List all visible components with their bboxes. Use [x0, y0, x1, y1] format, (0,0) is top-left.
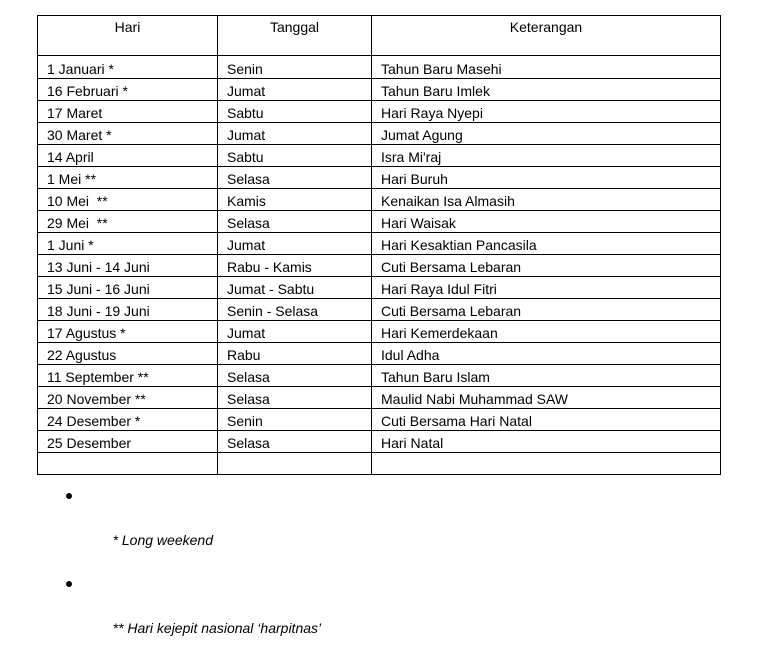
cell-tanggal: Senin: [218, 409, 372, 431]
table-row: [38, 453, 721, 475]
cell-keterangan: Hari Waisak: [372, 211, 721, 233]
table-header: [38, 16, 721, 56]
cell-hari: 13 Juni - 14 Juni: [38, 255, 218, 277]
cell-keterangan: Kenaikan Isa Almasih: [372, 189, 721, 211]
cell-tanggal: Selasa: [218, 365, 372, 387]
cell-tanggal: Sabtu: [218, 145, 372, 167]
table-row: [38, 123, 721, 145]
footnote-long-weekend: [66, 485, 321, 573]
table-row: [38, 79, 721, 101]
holiday-table: [37, 15, 721, 475]
cell-keterangan: Hari Natal: [372, 431, 721, 453]
cell-tanggal: Jumat: [218, 79, 372, 101]
cell-keterangan: Hari Buruh: [372, 167, 721, 189]
cell-keterangan: Tahun Baru Imlek: [372, 79, 721, 101]
cell-tanggal: Rabu: [218, 343, 372, 365]
table-row: [38, 431, 721, 453]
cell-hari: 18 Juni - 19 Juni: [38, 299, 218, 321]
header-row: [38, 16, 721, 56]
bullet-icon: [66, 493, 72, 499]
header-keterangan: Keterangan: [372, 16, 721, 56]
table-row: [38, 101, 721, 123]
cell-hari: 1 Mei **: [38, 167, 218, 189]
cell-hari: 24 Desember *: [38, 409, 218, 431]
cell-hari: 16 Februari *: [38, 79, 218, 101]
cell-tanggal: Jumat: [218, 123, 372, 145]
cell-hari: 20 November **: [38, 387, 218, 409]
cell-tanggal: Selasa: [218, 211, 372, 233]
cell-keterangan: Jumat Agung: [372, 123, 721, 145]
cell-keterangan: Cuti Bersama Lebaran: [372, 299, 721, 321]
table-body: [38, 56, 721, 475]
cell-tanggal: Selasa: [218, 167, 372, 189]
cell-hari: 10 Mei **: [38, 189, 218, 211]
cell-keterangan: [372, 453, 721, 475]
table-row: [38, 277, 721, 299]
cell-tanggal: Selasa: [218, 431, 372, 453]
cell-keterangan: Isra Mi'raj: [372, 145, 721, 167]
table-row: [38, 233, 721, 255]
cell-tanggal: Sabtu: [218, 101, 372, 123]
table-row: [38, 321, 721, 343]
cell-tanggal: Jumat: [218, 233, 372, 255]
table-row: [38, 189, 721, 211]
cell-hari: 1 Januari *: [38, 56, 218, 79]
cell-hari: 17 Agustus *: [38, 321, 218, 343]
footnote-harpitnas: [66, 573, 321, 661]
bullet-icon: [66, 581, 72, 587]
cell-tanggal: Rabu - Kamis: [218, 255, 372, 277]
table-row: [38, 409, 721, 431]
footnote-text: * Long weekend: [112, 532, 213, 548]
table-row: [38, 167, 721, 189]
header-tanggal: Tanggal: [218, 16, 372, 56]
cell-hari: 1 Juni *: [38, 233, 218, 255]
cell-keterangan: Hari Kemerdekaan: [372, 321, 721, 343]
header-hari: Hari: [38, 16, 218, 56]
table-row: [38, 387, 721, 409]
table-row: [38, 145, 721, 167]
cell-hari: 22 Agustus: [38, 343, 218, 365]
holiday-document: [37, 15, 720, 475]
cell-tanggal: [218, 453, 372, 475]
footnote-text: ** Hari kejepit nasional ‘harpitnas’: [112, 620, 322, 636]
table-row: [38, 255, 721, 277]
cell-keterangan: Hari Raya Nyepi: [372, 101, 721, 123]
cell-keterangan: Tahun Baru Masehi: [372, 56, 721, 79]
table-row: [38, 299, 721, 321]
cell-keterangan: Hari Kesaktian Pancasila: [372, 233, 721, 255]
cell-hari: [38, 453, 218, 475]
cell-keterangan: Idul Adha: [372, 343, 721, 365]
cell-tanggal: Jumat - Sabtu: [218, 277, 372, 299]
cell-hari: 30 Maret *: [38, 123, 218, 145]
cell-tanggal: Selasa: [218, 387, 372, 409]
cell-tanggal: Senin: [218, 56, 372, 79]
cell-keterangan: Maulid Nabi Muhammad SAW: [372, 387, 721, 409]
table-row: [38, 343, 721, 365]
table-row: [38, 211, 721, 233]
cell-hari: 11 September **: [38, 365, 218, 387]
table-row: [38, 56, 721, 79]
cell-tanggal: Senin - Selasa: [218, 299, 372, 321]
cell-hari: 14 April: [38, 145, 218, 167]
footnotes-list: [66, 485, 321, 661]
cell-tanggal: Jumat: [218, 321, 372, 343]
cell-hari: 15 Juni - 16 Juni: [38, 277, 218, 299]
cell-hari: 17 Maret: [38, 101, 218, 123]
cell-hari: 29 Mei **: [38, 211, 218, 233]
cell-keterangan: Hari Raya Idul Fitri: [372, 277, 721, 299]
cell-keterangan: Cuti Bersama Lebaran: [372, 255, 721, 277]
cell-keterangan: Tahun Baru Islam: [372, 365, 721, 387]
table-row: [38, 365, 721, 387]
cell-tanggal: Kamis: [218, 189, 372, 211]
cell-hari: 25 Desember: [38, 431, 218, 453]
cell-keterangan: Cuti Bersama Hari Natal: [372, 409, 721, 431]
